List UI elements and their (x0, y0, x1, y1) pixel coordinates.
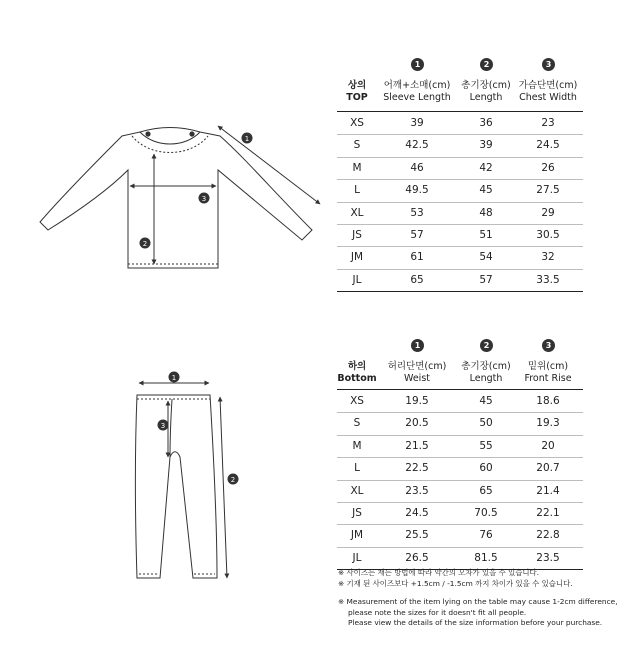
number-badge: 3 (542, 339, 555, 352)
value-1-cell: 23.5 (405, 484, 429, 497)
table-row (337, 247, 583, 269)
value-3-cell: 23.5 (536, 551, 560, 564)
top-category: 상의 (347, 80, 367, 91)
value-1-cell: 19.5 (405, 395, 429, 407)
value-1-cell: 22.5 (405, 462, 429, 475)
value-3-cell: 29 (541, 206, 555, 219)
column-number-row (337, 339, 583, 353)
value-1-cell: 25.5 (405, 529, 429, 542)
col-3-ko: 밑위(cm) (527, 361, 569, 372)
value-1-cell: 53 (410, 206, 424, 219)
value-2-cell: 70.5 (474, 506, 498, 519)
table-row (337, 436, 583, 458)
value-1-cell: 39 (410, 117, 424, 129)
value-2-cell: 57 (479, 273, 493, 286)
value-3-cell: 32 (541, 251, 555, 264)
header-rule (337, 111, 583, 112)
column-number-row (337, 58, 583, 72)
value-2-cell: 45 (479, 184, 493, 197)
size-notes (338, 568, 618, 629)
value-3-cell: 23 (541, 117, 555, 129)
note-ko-1: ※ 사이즈는 재는 방법에 따라 약간의 오차가 있을 수 있습니다. (338, 568, 540, 577)
measure-lines (130, 126, 320, 264)
size-cell: JL (352, 551, 362, 564)
header-rule (337, 389, 583, 390)
table-row (337, 458, 583, 480)
table-row (337, 158, 583, 180)
value-3-cell: 22.1 (536, 506, 560, 519)
size-cell: JS (352, 506, 362, 519)
size-cell: L (354, 184, 360, 197)
value-3-cell: 24.5 (536, 139, 560, 152)
value-1-cell: 20.5 (405, 417, 429, 430)
value-2-cell: 50 (479, 417, 493, 430)
size-cell: M (352, 439, 362, 452)
value-3-cell: 20.7 (536, 462, 560, 475)
value-3-cell: 19.3 (536, 417, 560, 430)
value-1-cell: 65 (410, 273, 424, 286)
number-badge: 1 (411, 58, 424, 71)
table-row (337, 203, 583, 225)
table-row (337, 413, 583, 435)
table-row (337, 525, 583, 547)
top-table-header (337, 78, 583, 112)
col-1-en: Weist (404, 373, 430, 384)
bottom-category: 하의 (347, 361, 367, 372)
top-label-1: 1 (244, 135, 250, 143)
table-row (337, 113, 583, 135)
bottom-table-body (337, 391, 583, 570)
size-cell: XS (350, 117, 364, 129)
value-3-cell: 20 (541, 439, 555, 452)
bottom-label-3: 3 (160, 422, 166, 430)
note-ko-2: ※ 기재 된 사이즈보다 +1.5cm / -1.5cm 까지 차이가 있을 수 있습니다. (338, 578, 573, 588)
col-3-ko: 가슴단면(cm) (518, 80, 578, 91)
table-row (337, 481, 583, 503)
col-2-ko: 총기장(cm) (461, 80, 511, 91)
value-2-cell: 65 (479, 484, 493, 497)
value-2-cell: 54 (479, 251, 493, 264)
table-row (337, 503, 583, 525)
size-cell: JM (350, 251, 364, 264)
value-3-cell: 26 (541, 161, 555, 174)
number-badge: 2 (480, 58, 493, 71)
top-garment-diagram (30, 118, 330, 278)
note-en-3: Please view the details of the size information before your purchase. (348, 618, 603, 627)
table-row (337, 548, 583, 570)
col-2-en: Length (469, 373, 503, 384)
size-cell: JL (352, 273, 362, 286)
value-1-cell: 46 (410, 161, 424, 174)
shirt-outline (40, 128, 312, 269)
top-label-2: 2 (142, 240, 148, 248)
value-3-cell: 21.4 (536, 484, 560, 497)
value-2-cell: 81.5 (474, 551, 498, 564)
bottom-table-header (337, 359, 583, 393)
pants-outline (136, 395, 218, 578)
size-cell: S (353, 139, 361, 152)
top-label-3: 3 (201, 195, 207, 203)
value-1-cell: 21.5 (405, 439, 429, 452)
bottom-category-en: Bottom (337, 373, 377, 384)
col-2-ko: 총기장(cm) (461, 361, 511, 372)
value-3-cell: 18.6 (536, 395, 560, 407)
value-2-cell: 39 (479, 139, 493, 152)
value-2-cell: 36 (479, 117, 493, 129)
value-3-cell: 22.8 (536, 529, 560, 542)
size-cell: JM (350, 529, 364, 542)
value-2-cell: 76 (479, 529, 493, 542)
collar-frill (145, 131, 194, 136)
value-2-cell: 48 (479, 206, 493, 219)
value-3-cell: 30.5 (536, 228, 560, 241)
value-2-cell: 42 (479, 161, 493, 174)
size-cell: S (353, 417, 361, 430)
size-cell: XL (350, 484, 364, 497)
value-2-cell: 55 (479, 439, 493, 452)
top-category-en: TOP (346, 92, 368, 103)
number-badge: 3 (542, 58, 555, 71)
size-cell: XL (350, 206, 364, 219)
value-1-cell: 24.5 (405, 506, 429, 519)
bottom-label-2: 2 (230, 476, 236, 484)
bottom-garment-diagram (125, 365, 255, 590)
number-badge: 2 (480, 339, 493, 352)
col-1-ko: 허리단면(cm) (387, 361, 447, 372)
note-en-2: please note the sizes for it doesn't fit all people. (348, 607, 527, 617)
number-badge: 1 (411, 339, 424, 352)
size-cell: XS (350, 395, 364, 407)
value-2-cell: 51 (479, 228, 493, 241)
size-cell: L (354, 462, 360, 475)
value-1-cell: 42.5 (405, 139, 429, 152)
size-cell: M (352, 161, 362, 174)
value-1-cell: 61 (410, 251, 424, 264)
col-1-en: Sleeve Length (383, 92, 451, 103)
top-table-body (337, 113, 583, 292)
table-row (337, 391, 583, 413)
value-3-cell: 33.5 (536, 273, 560, 286)
note-en-1: ※ Measurement of the item lying on the table may cause 1-2cm difference, (338, 597, 618, 606)
value-1-cell: 57 (410, 228, 424, 241)
value-2-cell: 60 (479, 462, 493, 475)
value-3-cell: 27.5 (536, 184, 560, 197)
value-1-cell: 49.5 (405, 184, 429, 197)
table-row (337, 225, 583, 247)
bottom-label-1: 1 (171, 374, 177, 382)
value-2-cell: 45 (479, 395, 493, 407)
table-row (337, 135, 583, 157)
table-row (337, 270, 583, 292)
col-1-ko: 어깨+소매(cm) (383, 80, 451, 91)
col-3-en: Front Rise (524, 373, 572, 384)
table-row (337, 180, 583, 202)
col-3-en: Chest Width (519, 92, 577, 103)
col-2-en: Length (469, 92, 503, 103)
size-cell: JS (352, 228, 362, 241)
value-1-cell: 26.5 (405, 551, 429, 564)
